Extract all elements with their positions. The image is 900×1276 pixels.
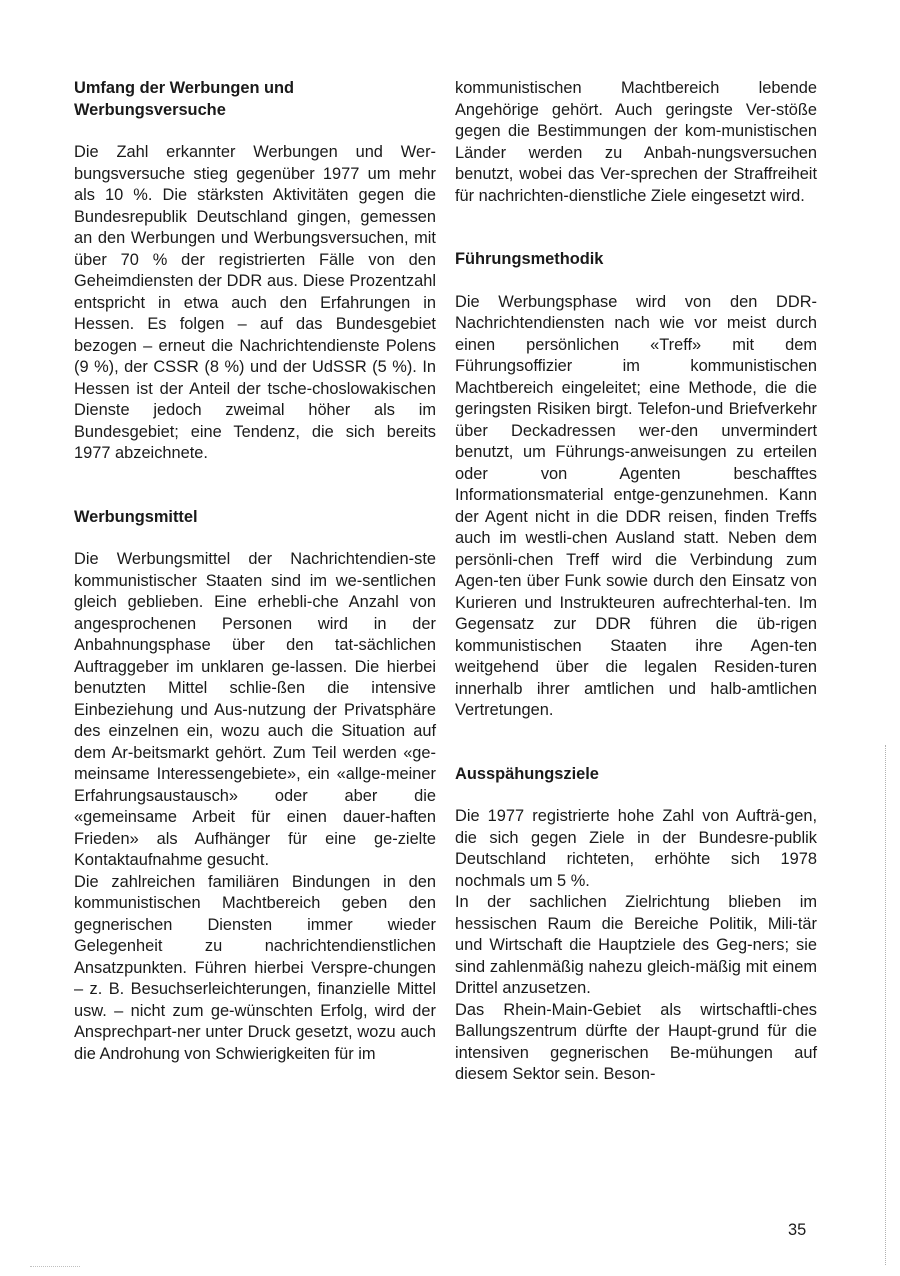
paragraph-umfang: Die Zahl erkannter Werbungen und Wer-bungsversuche stieg gegenüber 1977 um mehr als 10 %. Die stärksten Aktivitäten gegen die Bundesrepublik Deutschland gingen, gemessen an den Werbungen und Werbungsversuchen, mit über 70 % der registrierten Fälle von den Geheimdiensten der DDR aus. Diese Prozentzahl entspricht in etwa auch den Erfahrungen in Hessen. Es folgen – auf das Bundesgebiet bezogen – erneut die Nachrichtendienste Polens (9 %), der CSSR (8 %) und der UdSSR (5 %). In Hessen ist der Anteil der tsche-choslowakischen Dienste jedoch zweimal höher als im Bundesgebiet; eine Tendenz, die sich bereits 1977 abzeichnete. (74, 143, 436, 462)
section-heading-werbungsmittel: Werbungsmittel (74, 507, 198, 526)
paragraph-fuehrungsmethodik: Die Werbungsphase wird von den DDR-Nachrichtendiensten nach wie vor meist durch einen persönlichen «Treff» mit dem Führungsoffizier im kommunistischen Machtbereich eingeleitet; eine Methode, die die geringsten Risiken birgt. Telefon-und Briefverkehr über Deckadressen wer-den unvermindert benutzt, um Führungs-anweisungen zu erteilen oder von Agenten beschafftes Informationsmaterial entge-genzunehmen. Kann der Agent nicht in die DDR reisen, finden Treffs auch im westli-chen Ausland statt. Neben dem persönli-chen Treff wird die Verbindung zum Agen-ten über Funk sowie durch den Einsatz von Kurieren und Instrukteuren aufrechterhal-ten. Im Gegensatz zur DDR führen die üb-rigen kommunistischen Staaten ihre Agen-ten weitgehend über die legalen Residen-turen innerhalb ihrer amtlichen und halb-amtlichen Vertretungen. (455, 292, 817, 719)
paragraph-werbungsmittel-1: Die Werbungsmittel der Nachrichtendien-ste kommunistischer Staaten sind im we-sentlichen gleich geblieben. Eine erhebli-che Anzahl von angesprochenen Personen wird in der Anbahnungsphase über den tat-sächlichen Auftraggeber im unklaren ge-lassen. Die hierbei benutzten Mittel schlie-ßen die intensive Einbeziehung und Aus-nutzung der Privatsphäre des einzelnen ein, wozu auch die Situation auf dem Ar-beitsmarkt gehört. Zum Teil werden «ge-meinsame Interessengebiete», ein «allge-meiner Erfahrungsaustausch» oder aber die «gemeinsame Arbeit für einen dauer-haften Frieden» als Aufhänger für eine ge-zielte Kontaktaufnahme gesucht. (74, 550, 436, 869)
paragraph-continuation: kommunistischen Machtbereich lebende Angehörige gehört. Auch geringste Ver-stöße gegen die Bestimmungen der kom-munistischen Länder werden zu Anbah-nungsversuchen benutzt, wobei das Ver-sprechen der Straffreiheit für nachrichten-dienstliche Ziele eingesetzt wird. (455, 79, 817, 205)
section-heading-fuehrungsmethodik: Führungsmethodik (455, 250, 604, 268)
scan-artifact (30, 1266, 80, 1268)
page-number: 35 (788, 1221, 807, 1239)
left-column (74, 78, 436, 1065)
right-column (455, 78, 817, 1086)
paragraph-ausspaehungsziele-3: Das Rhein-Main-Gebiet als wirtschaftli-ches Ballungszentrum dürfte der Haupt-grund für die intensiven gegnerischen Be-mühungen auf diesem Sektor sein. Beson- (455, 1000, 817, 1083)
paragraph-ausspaehungsziele-1: Die 1977 registrierte hohe Zahl von Aufträ-gen, die sich gegen Ziele in der Bundesre-publik Deutschland richteten, erhöhte sich 1978 nochmals um 5 %. (455, 807, 817, 890)
scan-edge-mark (885, 745, 887, 1265)
paragraph-ausspaehungsziele-2: In der sachlichen Zielrichtung blieben im hessischen Raum die Bereiche Politik, Mili-tär und Wirtschaft die Hauptziele des Geg-ners; sie sind zahlenmäßig nahezu gleich-mäßig mit einem Drittel anzusetzen. (455, 893, 817, 997)
section-heading-ausspaehungsziele: Ausspähungsziele (455, 764, 599, 783)
section-heading-umfang: Umfang der Werbungen und Werbungsversuche (74, 79, 295, 119)
paragraph-werbungsmittel-2: Die zahlreichen familiären Bindungen in den kommunistischen Machtbereich geben den gegnerischen Diensten immer wieder Gelegenheit zu nachrichtendienstlichen Ansatzpunkten. Führen hierbei Verspre-chungen – z. B. Besuchserleichterungen, finanzielle Mittel usw. – nicht zum ge-wünschten Erfolg, wird der Ansprechpart-ner unter Druck gesetzt, wozu auch die Androhung von Schwierigkeiten für im (74, 872, 436, 1063)
